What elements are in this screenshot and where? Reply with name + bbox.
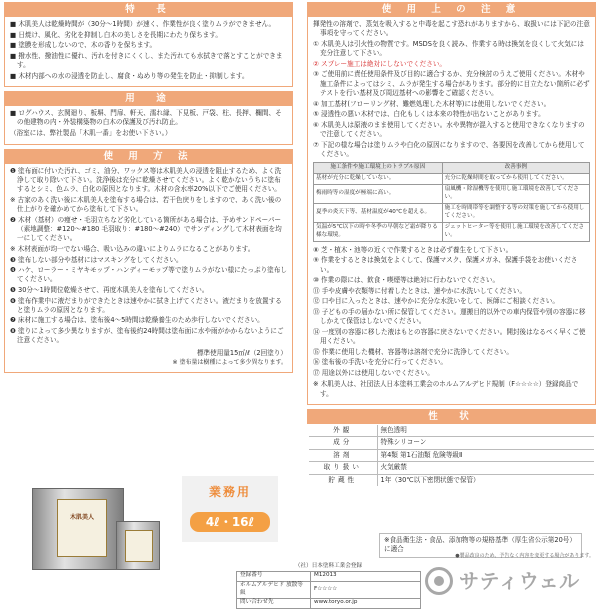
registration-note: ※ 木肌美人は、社団法人日本塗料工業会のホルムアルデヒド規制（F☆☆☆☆）登録商品です。 <box>313 380 579 398</box>
table-row <box>309 437 594 449</box>
maker-key: ホルムアルデヒド 放散等級 <box>237 581 311 598</box>
maker-table <box>236 571 421 609</box>
table-cell: 夏季の炎天下等、基材温度が40℃を超える。 <box>314 204 443 223</box>
features-box <box>4 17 293 87</box>
standard-note: ※食品衛生法・食品、添加物等の規格基準（厚生省公示第20号）に適合 <box>379 533 582 558</box>
table-cell: 基材が充分に乾燥していない。 <box>314 174 443 185</box>
caution-item: ⑧ 芝・植木・池等の近くで作業するときは必ず養生をして下さい。 <box>313 245 513 254</box>
table-header: 改善事例 <box>442 163 589 174</box>
usage-amount: 標準使用量15㎡/ℓ（2回塗り） <box>196 348 287 357</box>
method-box <box>4 164 293 373</box>
table-row <box>314 222 590 241</box>
features-item: ■ 木材内部への水の浸透を防止し、腐食・ぬめり等の発生を防止・抑制します。 <box>10 71 249 80</box>
table-cell: 施工を時間帯等を調整する等の対策を施してから使用してください。 <box>442 204 589 223</box>
badge-volumes: 4ℓ・16ℓ <box>190 512 270 532</box>
can-label <box>125 530 153 562</box>
method-step: ❸ 塗布しない部分や基材にはマスキングをしてください。 <box>10 255 183 264</box>
property-value: 1年（30℃以下密閉状態で保管） <box>380 475 480 484</box>
uses-item: ■ ログハウス、玄関廻り、板塀、門扉、軒天、濡れ縁、下見板、戸袋、柱、長押、欄間、その他建物の内・外装構築物の白木の保護及び汚れ防止。 <box>10 109 282 127</box>
property-key: 成分 <box>309 437 377 449</box>
usage-amount-note: ※ 塗布量は樹種によって多少異なります。 <box>172 359 287 367</box>
table-cell: ジェットヒーター等を使用し施工環境を改善してください。 <box>442 222 589 241</box>
footnote: ●製品改良のため、予告なく内容を変更する場合があります。 <box>455 553 594 559</box>
business-use-badge <box>182 476 278 542</box>
can-16l <box>32 488 124 570</box>
maker-key: 問い合わせ先 <box>237 598 311 608</box>
caution-item: ⑩ 作業の際には、飲食・喫煙等は絶対に行わないでください。 <box>313 276 500 285</box>
caution-item: ⑬ 子どもの手の届かない所に保管してください。運搬目的以外での車内保管や別の容器に移しかえて保管はしないでください。 <box>313 307 586 326</box>
table-row <box>237 571 421 581</box>
logo-icon <box>425 567 453 595</box>
caution-item: ⑯ 塗布後の手洗いを充分に行ってください。 <box>313 358 447 367</box>
table-row <box>314 204 590 223</box>
caution-item: ⑪ 手や皮膚や衣類等に付着したときは、速やかに水洗いしてください。 <box>313 286 527 295</box>
caution-item: ⑤ 浸透性の悪い木材では、白化もしくは本来の特性が出ないことがあります。 <box>313 110 545 119</box>
maker-value: F☆☆☆☆ <box>311 581 421 598</box>
features-item: ■ 日焼け、風化、劣化を抑制し白木の美しさを長期にわたり保ちます。 <box>10 30 222 39</box>
caution-item: ⑮ 作業に使用した機材、容器等は溶剤で充分に洗浄してください。 <box>313 347 513 356</box>
table-row <box>237 581 421 598</box>
method-step: ❺ 30分〜1時間位乾燥させて、再度木肌美人を塗布してください。 <box>10 285 209 294</box>
property-key: 取り扱い <box>309 462 377 474</box>
property-value: 無色透明 <box>377 425 594 437</box>
cautions-heading: 使 用 上 の 注 意 <box>307 2 596 17</box>
property-key: 貯蔵性 <box>309 474 377 486</box>
method-step: ❼ 床材に施工する場合は、塗布後4〜5時間は乾燥養生のため歩行しないでください。 <box>10 316 264 325</box>
caution-item-spray: ② スプレー施工は絶対にしないでください。 <box>313 59 447 68</box>
table-cell: 充分に乾燥時間を取ってから使用してください。 <box>442 174 589 185</box>
method-step: ❻ 塗布作業中に液だまりができたときは速やかに拭き上げてください。液だまりを放置すると塗りムラの原因となります。 <box>10 296 282 314</box>
caution-item: ⑰ 用途以外には使用しないでください。 <box>313 368 434 377</box>
method-note: ※ 古家のあく洗い後に木肌美人を塗布する場合は、若干色戻りをしますので、あく洗い後の仕上がりを確かめてから塗布して下さい。 <box>10 195 282 214</box>
uses-box <box>4 106 293 144</box>
right-column <box>307 2 596 487</box>
table-row <box>314 174 590 185</box>
table-cell: 扇風機・除湿機等を使用し施工環境を改善してください。 <box>442 185 589 204</box>
caution-item: ① 木肌美人は引火性の物質です。MSDSを良く読み、作業する時は換気を良くして火気には充分注意して下さい。 <box>313 39 584 58</box>
caution-item: ⑨ 作業をするときは換気をよくして、保護マスク、保護メガネ、保護手袋をお使いください。 <box>313 256 578 274</box>
caution-item: ⑫ 口や目に入ったときは、速やかに充分な水洗いをして、医師にご相談ください。 <box>313 297 559 306</box>
left-column <box>4 2 293 377</box>
property-key: 溶剤 <box>309 449 377 461</box>
badge-title: 業務用 <box>208 485 251 499</box>
property-value: 特殊シリコーン <box>377 437 594 449</box>
features-item: ■ 撥水性、撥油性に優れ、汚れを付きにくくし、また汚れても水拭きで落とすことができます。 <box>10 51 283 69</box>
caution-item: ⑭ 一度別の容器に移した液はもとの容器に戻さないでください。開封後はなるべく早くご使用ください。 <box>313 327 586 346</box>
features-item: ■ 木肌美人は乾燥時間が（30分〜1時間）が速く、作業性が良く塗りムラができません。 <box>10 20 276 28</box>
maker-registration <box>236 563 421 609</box>
caution-item: ⑥ 木肌美人は原液のまま使用してください。水や異物が混入すると使用できなくなりますので注意してください。 <box>313 120 585 139</box>
maker-title: （社）日本塗料工業会登録 <box>294 563 363 569</box>
features-heading: 特 長 <box>4 2 293 17</box>
maker-value[interactable]: www.toryo.or.jp <box>311 598 421 608</box>
features-item: ■ 塗膜を形成しないので、木の香りを保ちます。 <box>10 41 157 50</box>
table-cell: 梅雨時等の湿度が極端に高い。 <box>314 185 443 204</box>
maker-key: 登録番号 <box>237 571 311 581</box>
properties-heading: 性 状 <box>307 409 596 424</box>
table-row <box>309 474 594 486</box>
table-row <box>309 462 594 474</box>
caution-item: ④ 加工基材(フローリング材、難燃処理した木材等)には使用しないでください。 <box>313 99 551 108</box>
logo-text: サティウェル <box>459 569 580 593</box>
method-step: ❷ 木材（基材）の痩せ・毛羽立ちなど劣化している箇所がある場合は、予めサンドペーパー（素地調整：#120〜#180 毛羽取り：#180〜#240）でサンディングして木材表面を均一にしてください。 <box>10 215 282 243</box>
method-heading: 使 用 方 法 <box>4 149 293 164</box>
table-row <box>314 185 590 204</box>
method-step: ❽ 塗りによって多少異なりますが、塗布後約24時間は塗布面に水や雨がかからないようにご注意ください。 <box>10 326 284 345</box>
property-value: 火気厳禁 <box>377 462 594 474</box>
caution-item: ③ ご使用前に責任使用条件及び目的に適合するか、充分検討のうえご使用ください。木材や施工条件によってはシミ、ムラが発生する場合があります。部分的に目立たない箇所に必ずテストを行い基材及び周辺基材への影響をご確認ください。 <box>313 70 590 98</box>
cautions-intro: 揮発性の溶剤で、蒸気を吸入すると中毒を起こす恐れがありますから、取扱いには下記の注意事項を守ってください。 <box>313 20 590 38</box>
properties-table <box>309 425 594 486</box>
property-value: 第4類 第1石油類 危険等級Ⅱ <box>377 449 594 461</box>
table-cell: 気温が5℃以下の時や冬季の早朝など霜が降りる様な環境。 <box>314 222 443 241</box>
uses-item: （浴室には、弊社製品「木肌一番」をお使い下さい。） <box>10 129 172 137</box>
table-row <box>309 425 594 437</box>
product-image <box>30 478 180 570</box>
method-step: ❶ 塗布面に付いた汚れ、ゴミ、油分、ワックス等は木肌美人の浸透を阻止するため、よく洗浄して取り除いて下さい。洗浄後は充分に乾燥させてください。よく乾かないうちに塗布するとシミ、色ムラ、白化の原因となります。木材の含水率20%以下でご使用ください。 <box>10 166 282 194</box>
method-step: ❹ ハケ、ローラー・ミヤキモップ・ハンディーモップ等で塗りムラがない様にたっぷり塗布してください。 <box>10 266 287 284</box>
table-row <box>309 449 594 461</box>
brand-logo <box>425 566 595 596</box>
uses-heading: 用 途 <box>4 91 293 106</box>
can-4l <box>116 521 160 570</box>
table-header: 施工条件や施工環境上のトラブル原因 <box>314 163 443 174</box>
can-label-text: 木肌美人 <box>69 514 94 521</box>
table-row <box>237 598 421 608</box>
caution-item: ⑦ 下記の様な場合は塗りムラや白化の原因になりますので、各要因を改善してから使用してください。 <box>313 140 585 158</box>
properties-box <box>307 424 596 487</box>
method-note: ※ 木材表面が均一でない場合、吸い込みの違いによりムラになることがあります。 <box>10 244 255 253</box>
property-key: 外観 <box>309 425 377 437</box>
can-label <box>57 499 107 557</box>
cautions-box <box>307 17 596 405</box>
trouble-table <box>313 162 590 242</box>
maker-value: M12013 <box>311 571 421 581</box>
